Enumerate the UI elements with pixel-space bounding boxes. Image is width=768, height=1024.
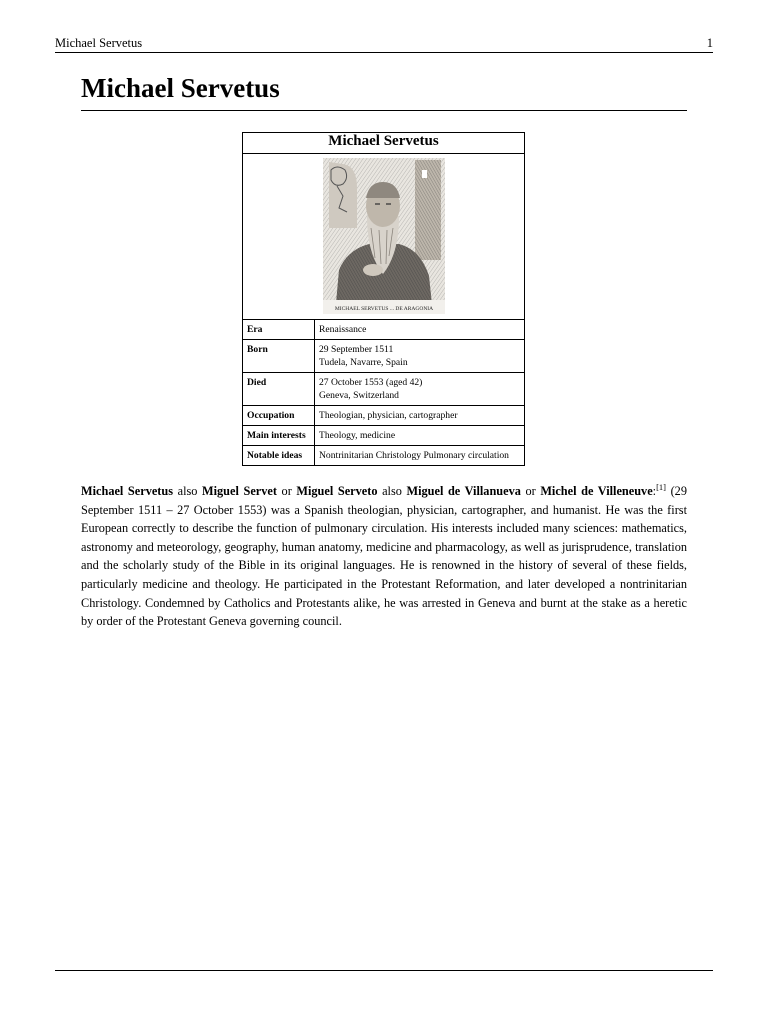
footer-rule xyxy=(55,970,713,971)
portrait-inscription: MICHAEL SERVETUS ... DE ARAGONIA xyxy=(334,306,433,312)
infobox-value-line: Tudela, Navarre, Spain xyxy=(319,357,408,368)
running-header-title: Michael Servetus xyxy=(55,36,143,50)
page-number: 1 xyxy=(706,36,713,50)
intro-text: (29 September 1511 – 27 October 1553) was a Spanish theologian, physician, cartographer, and humanist. He was the first European correctly to describe the function of pulmonary circulation. His interests included many sciences: mathematics, astronomy and meteorology, geography, human anatomy, medicine and pharmacology, as well as jurisprudence, translation and the scholarly study of the Bible in its original languages. He is renowned in the history of several of these fields, particularly medicine and theology. He participated in the Protestant Reformation, and later developed a nontrinitarian Christology. Condemned by Catholics and Protestants alike, he was arrested in Geneva and burnt at the stake as a heretic by order of the Protestant Geneva governing council. xyxy=(81,484,687,629)
reference-link[interactable]: [1] xyxy=(656,481,666,492)
infobox-row-era xyxy=(243,320,525,340)
infobox-label: Occupation xyxy=(243,406,315,426)
name-michael-servetus: Michael Servetus xyxy=(81,484,174,498)
infobox-value: Renaissance xyxy=(315,320,525,340)
name-miguel-serveto: Miguel Serveto xyxy=(296,484,378,498)
infobox xyxy=(242,132,525,466)
infobox-label: Era xyxy=(243,320,315,340)
infobox-value xyxy=(315,373,525,406)
infobox-value: Theologian, physician, cartographer xyxy=(315,406,525,426)
infobox-label: Born xyxy=(243,340,315,373)
infobox-label: Notable ideas xyxy=(243,446,315,466)
title-rule xyxy=(81,110,687,111)
name-michel-de-villeneuve: Michel de Villeneuve xyxy=(540,484,653,498)
infobox-caption: Michael Servetus xyxy=(243,133,525,154)
intro-paragraph: Michael Servetus also Miguel Servet or Miguel Serveto also Miguel de Villanueva or Michel de Villeneuve:[1] (29 September 1511 – 27 October 1553) was a Spanish theologian, physician, cartographer, and humanist. He was the first European correctly to describe the function of pulmonary circulation. His interests included many sciences: mathematics, astronomy and meteorology, geography, human anatomy, medicine and pharmacology, as well as jurisprudence, translation and the scholarly study of the Bible in its original languages. He is renowned in the history of several of these fields, particularly medicine and theology. He participated in the Protestant Reformation, and later developed a nontrinitarian Christology. Condemned by Catholics and Protestants alike, he was arrested in Geneva and burnt at the stake as a heretic by order of the Protestant Geneva governing council. xyxy=(81,481,687,629)
infobox-row-occupation xyxy=(243,406,525,426)
name-miguel-servet: Miguel Servet xyxy=(202,484,277,498)
infobox-row-main-interests xyxy=(243,426,525,446)
portrait-image xyxy=(323,158,445,314)
infobox-row-born xyxy=(243,340,525,373)
running-header xyxy=(55,36,713,52)
infobox-value: Nontrinitarian Christology Pulmonary circulation xyxy=(315,446,525,466)
name-miguel-de-villanueva: Miguel de Villanueva xyxy=(406,484,521,498)
header-rule xyxy=(55,52,713,53)
infobox-value xyxy=(315,340,525,373)
infobox-label: Died xyxy=(243,373,315,406)
infobox-value-line: 29 September 1511 xyxy=(319,344,394,355)
infobox-image-cell xyxy=(243,154,525,320)
page-title: Michael Servetus xyxy=(81,73,280,103)
infobox-label: Main interests xyxy=(243,426,315,446)
infobox-value-line: 27 October 1553 (aged 42) xyxy=(319,377,423,388)
infobox-row-notable-ideas xyxy=(243,446,525,466)
infobox-value: Theology, medicine xyxy=(315,426,525,446)
infobox-row-died xyxy=(243,373,525,406)
infobox-value-line: Geneva, Switzerland xyxy=(319,390,399,401)
